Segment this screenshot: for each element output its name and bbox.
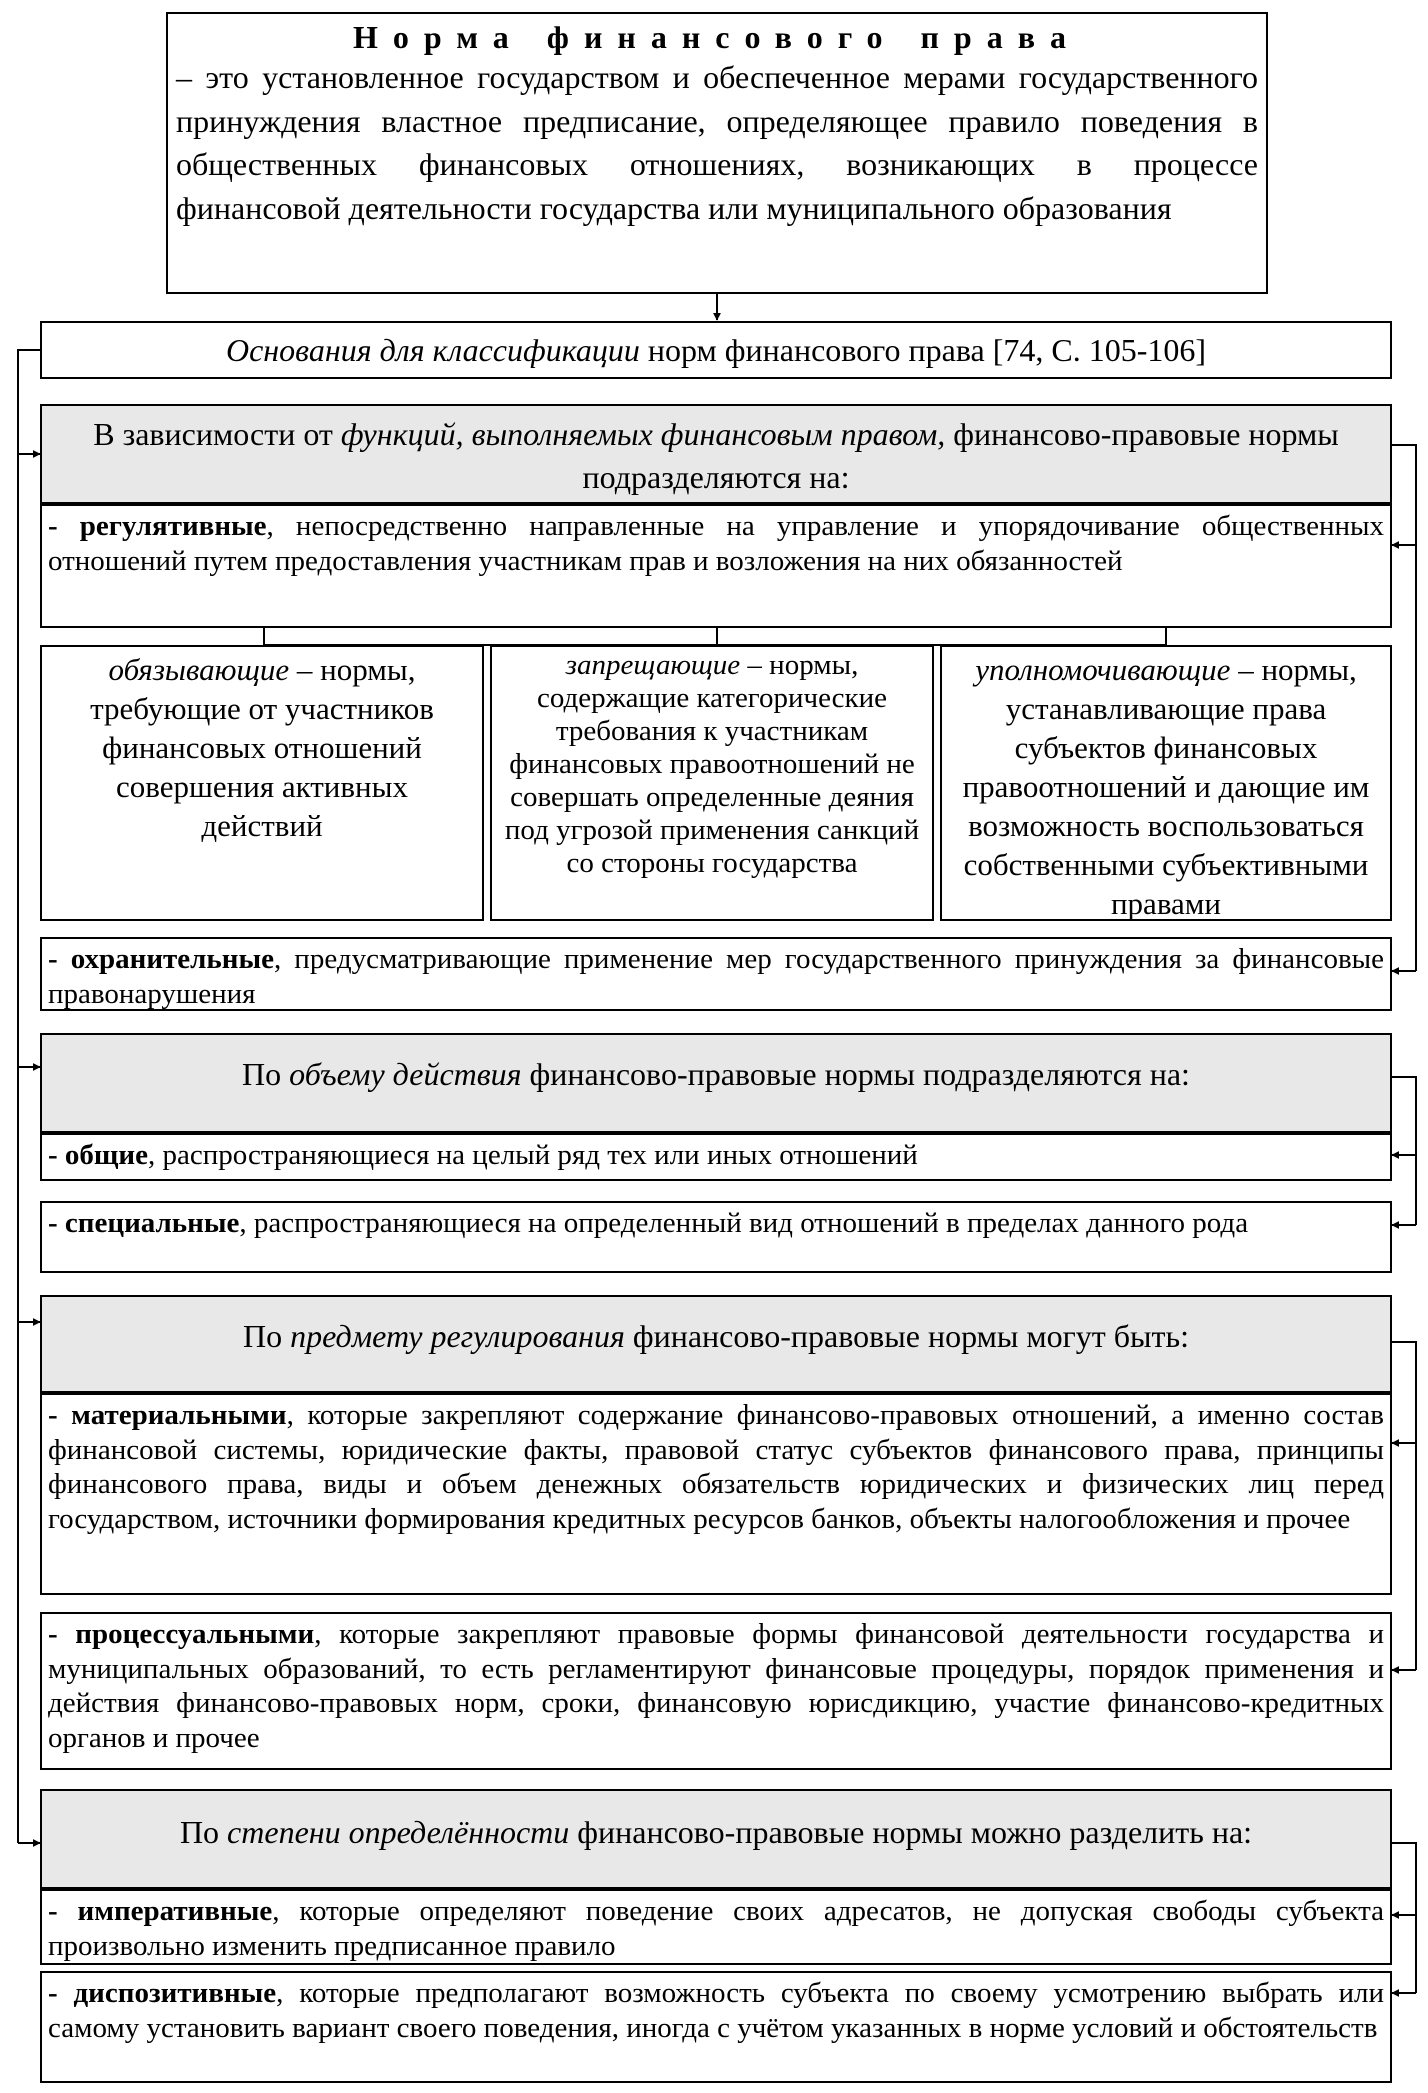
empowering-norms-term: уполномочивающие <box>975 652 1231 687</box>
protective-norms-box <box>40 937 1392 1011</box>
section-4-header <box>40 1789 1392 1889</box>
section-1-right-bracket <box>1392 445 1416 971</box>
obligating-norms-box <box>40 645 484 921</box>
general-norms-term: - общие <box>48 1139 148 1171</box>
section-4-right-bracket <box>1392 1843 1416 1993</box>
section-1-header-post: финансово-правовые нормы подразделяются на: <box>582 416 1339 495</box>
section-1-header-pre: В зависимости от <box>93 416 341 452</box>
special-norms-text: , распространяющиеся на определенный вид отношений в пределах данного рода <box>239 1207 1249 1239</box>
material-norms-box <box>40 1393 1392 1595</box>
regulative-norms-text: , непосредственно направленные на управление и упорядочивание общественных отношений путем предоставления участникам прав и возложения на них обязанностей <box>48 510 1384 577</box>
section-3-header-italic: предмету регулирования <box>290 1318 625 1354</box>
section-2-header-post: финансово-правовые нормы подразделяются на: <box>521 1056 1190 1092</box>
section-2-header <box>40 1033 1392 1133</box>
section-2-header-pre: По <box>242 1056 290 1092</box>
section-4-header-italic: степени определённости <box>227 1814 570 1850</box>
empowering-norms-text: – нормы, устанавливающие права субъектов финансовых правоотношений и дающие им возможность воспользоваться собственными субъективными правами <box>962 652 1370 921</box>
imperative-norms-text: , которые определяют поведение своих адресатов, не допуская свободы субъекта произвольно изменить предписанное правило <box>48 1895 1384 1962</box>
protective-norms-text: , предусматривающие применение мер государственного принуждения за финансовые правонарушения <box>48 943 1384 1010</box>
protective-norms-term: - охранительные <box>48 943 274 975</box>
classification-basis-box <box>40 321 1392 379</box>
section-3-header-pre: По <box>243 1318 291 1354</box>
procedural-norms-term: - процессуальными <box>48 1618 315 1650</box>
imperative-norms-box <box>40 1889 1392 1965</box>
section-4-header-post: финансово-правовые нормы можно разделить на: <box>569 1814 1253 1850</box>
procedural-norms-box <box>40 1612 1392 1770</box>
procedural-norms-text: , которые закрепляют правовые формы финансовой деятельности государства и муниципальных образований, то есть регламентируют финансовые процедуры, порядок применения и действия финансово-правовых норм, сроки, финансовую юрисдикцию, участие финансово-кредитных органов и прочее <box>48 1618 1384 1754</box>
regulative-norms-box <box>40 504 1392 628</box>
classification-basis-italic: Основания для классификации <box>225 332 640 368</box>
prohibiting-norms-text: – нормы, содержащие категорические требования к участникам финансовых правоотношений не совершать определенные деяния под угрозой применения санкций со стороны государства <box>504 649 920 879</box>
dispositive-norms-term: - диспозитивные <box>48 1977 277 2009</box>
general-norms-box <box>40 1133 1392 1181</box>
section-2-right-bracket <box>1392 1077 1416 1225</box>
section-1-header-italic: функций, выполняемых финансовым правом, <box>340 416 946 452</box>
prohibiting-norms-box <box>490 645 934 921</box>
section-1-header <box>40 404 1392 504</box>
special-norms-term: - специальные <box>48 1207 240 1239</box>
classification-basis-rest: норм финансового права [74, С. 105-106] <box>639 332 1207 368</box>
material-norms-text: , которые закрепляют содержание финансово-правовых отношений, а именно состав финансовой системы, юридические факты, правовой статус субъектов финансового права, принципы финансового права, виды и объем денежных обязательств юридических и физических лиц перед государством, источники формирования кредитных ресурсов банков, объекты налогообложения и прочее <box>48 1399 1384 1535</box>
section-3-right-bracket <box>1392 1342 1416 1670</box>
general-norms-text: , распространяющиеся на целый ряд тех или иных отношений <box>147 1139 918 1171</box>
prohibiting-norms-term: запрещающие <box>565 649 741 681</box>
section-3-header-post: финансово-правовые нормы могут быть: <box>624 1318 1189 1354</box>
section-3-header <box>40 1295 1392 1393</box>
section-4-header-pre: По <box>179 1814 228 1850</box>
material-norms-term: - материальными <box>48 1399 287 1431</box>
dispositive-norms-text: , которые предполагают возможность субъекта по своему усмотрению выбрать или самому установить вариант своего поведения, иногда с учётом указанных в норме условий и обстоятельств <box>48 1977 1384 2044</box>
regulative-norms-term: - регулятивные <box>48 510 267 542</box>
special-norms-box <box>40 1201 1392 1273</box>
obligating-norms-term: обязывающие <box>108 652 290 687</box>
dispositive-norms-box <box>40 1971 1392 2083</box>
section-2-header-italic: объему действия <box>289 1056 522 1092</box>
definition-box <box>166 12 1268 294</box>
imperative-norms-term: - императивные <box>48 1895 273 1927</box>
obligating-norms-text: – нормы, требующие от участников финансовых отношений совершения активных действий <box>90 652 434 843</box>
definition-text: – это установленное государством и обеспеченное мерами государственного принуждения властное предписание, определяющее правило поведения в общественных финансовых отношениях, возникающих в процессе финансовой деятельности государства или муниципального образования <box>176 59 1258 226</box>
left-trunk-line <box>18 350 40 1843</box>
empowering-norms-box <box>940 645 1392 921</box>
definition-title: Норма финансового права <box>353 19 1081 55</box>
